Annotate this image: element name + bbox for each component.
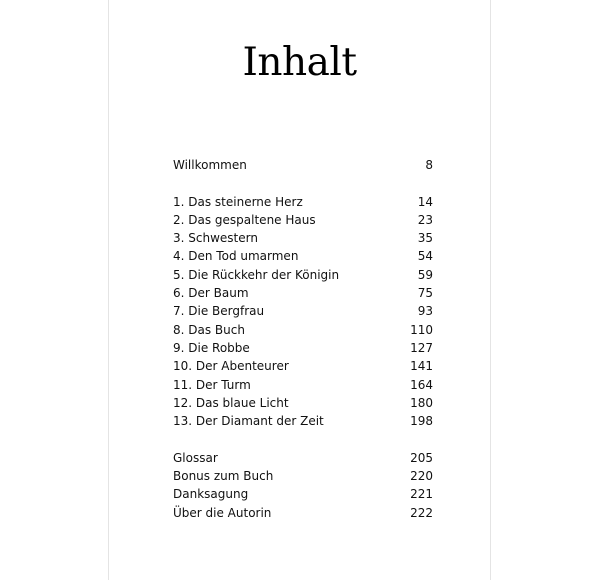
toc-entry-page: 164 [410,377,433,392]
toc-entry[interactable] [173,211,433,229]
toc-entry[interactable] [173,412,433,430]
toc-entry-page: 110 [410,322,433,337]
toc-entry-label: 13. Der Diamant der Zeit [173,414,324,429]
toc-entry-label: 8. Das Buch [173,322,245,337]
toc-entry-label: 2. Das gespaltene Haus [173,212,316,227]
toc-entry-page: 23 [417,212,433,227]
toc-entry-label: 3. Schwestern [173,231,258,246]
toc-entry-page: 221 [410,487,433,502]
toc-entry-label: 10. Der Abenteurer [173,359,289,374]
toc-entry-label: Danksagung [173,487,249,502]
toc-entry-page: 198 [410,414,433,429]
toc-entry[interactable] [173,302,433,320]
toc-entry[interactable] [173,394,433,412]
toc-entry[interactable] [173,485,433,503]
toc-entry[interactable] [173,156,433,174]
toc-entry[interactable] [173,284,433,302]
toc-entry-label: Über die Autorin [173,505,272,520]
section-spacer [173,174,433,192]
toc-entry-label: 11. Der Turm [173,377,251,392]
toc-entry[interactable] [173,339,433,357]
toc-entry[interactable] [173,247,433,265]
toc-entry-page: 75 [417,286,433,301]
toc-entry-page: 54 [417,249,433,264]
toc-entry[interactable] [173,376,433,394]
toc-entry-page: 8 [425,158,433,172]
toc-entry-page: 35 [417,231,433,246]
toc-entry[interactable] [173,357,433,375]
toc-entry[interactable] [173,467,433,485]
toc-entry-label: Willkommen [173,158,247,172]
toc-entry-label: 5. Die Rückkehr der Königin [173,267,340,282]
toc-entry[interactable] [173,266,433,284]
toc-entry[interactable] [173,504,433,522]
toc-entry[interactable] [173,321,433,339]
toc-entry-page: 205 [410,450,433,465]
toc-entry-label: 6. Der Baum [173,286,249,301]
toc-entry-label: 1. Das steinerne Herz [173,194,303,209]
toc-entry-label: 9. Die Robbe [173,340,250,355]
toc-entry-page: 93 [417,304,433,319]
toc-entry-label: 7. Die Bergfrau [173,304,265,319]
table-of-contents [173,156,433,522]
toc-entry-label: Glossar [173,450,218,465]
toc-entry[interactable] [173,229,433,247]
toc-entry-label: 12. Das blaue Licht [173,395,289,410]
document-page [108,0,491,580]
toc-entry[interactable] [173,449,433,467]
toc-entry-page: 14 [417,194,433,209]
toc-entry-page: 220 [410,469,433,484]
toc-entry-page: 180 [410,395,433,410]
toc-entry-page: 127 [410,340,433,355]
section-spacer [173,430,433,448]
toc-entry-label: Bonus zum Buch [173,469,274,484]
page-title: Inhalt [242,40,357,85]
toc-entry[interactable] [173,193,433,211]
toc-entry-page: 141 [410,359,433,374]
toc-entry-page: 222 [410,505,433,520]
toc-entry-label: 4. Den Tod umarmen [173,249,299,264]
toc-entry-page: 59 [417,267,433,282]
